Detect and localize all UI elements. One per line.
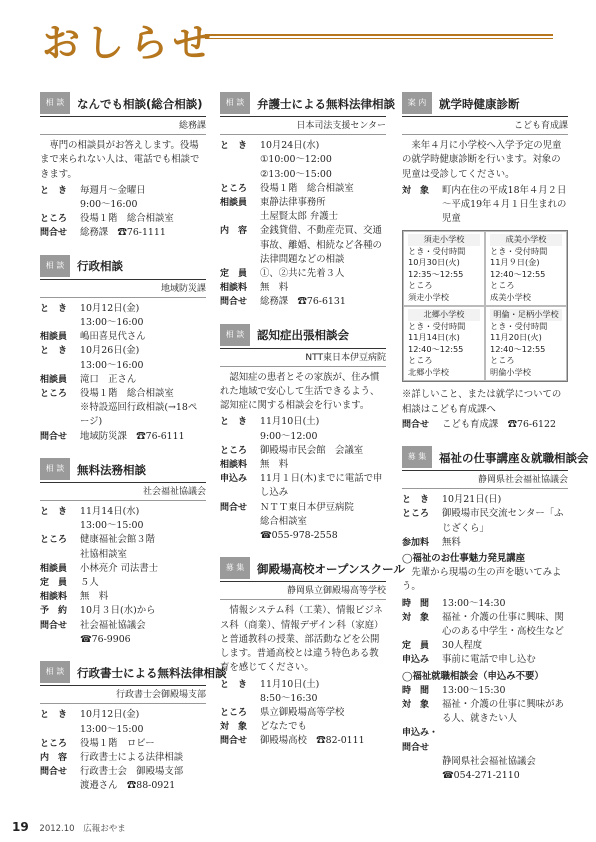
page-footer (12, 820, 126, 834)
info-value: ☎055-978-2558 (260, 530, 338, 542)
info-key: 時 間 (402, 598, 430, 609)
info-value: 静岡県社会福祉協議会 (442, 755, 536, 767)
info-value: 11月14日(水) (80, 506, 140, 518)
info-key: 参加料 (402, 537, 430, 548)
schedule-label: とき・受付時間 (490, 245, 548, 256)
section-title: 就学時健康診断 (439, 96, 520, 111)
info-key (40, 548, 80, 562)
info-row (220, 224, 386, 267)
info-value: 行政書士による法律相談 (80, 751, 184, 763)
info-value: 福祉・介護の仕事に興味、関心のある中学生・高校生など (442, 611, 564, 638)
info-key: 相談料 (220, 283, 248, 294)
exam-date: 11月20日(火) (490, 332, 542, 343)
info-row (40, 505, 206, 519)
info-row (40, 198, 206, 212)
info-value: 13:00～14:30 (442, 597, 506, 609)
section-organizer: こども育成課 (402, 119, 568, 135)
info-value: 9:00～16:00 (80, 199, 138, 211)
info-value: 御殿場市民会館 会議室 (260, 444, 364, 456)
info-row (40, 344, 206, 358)
reception-time: 12:35～12:55 (408, 268, 464, 279)
column-1 (40, 92, 227, 808)
section-header (402, 92, 568, 117)
title-rule (205, 34, 553, 39)
school-schedule-table (402, 230, 568, 382)
section-title: 無料法務相談 (77, 462, 146, 477)
school-cell (485, 306, 567, 381)
category-badge: 相 談 (40, 92, 70, 114)
info-value: 13:00～16:00 (80, 359, 144, 371)
info-row (402, 507, 568, 535)
info-row (40, 316, 206, 330)
info-value: 事前に電話で申し込む (442, 654, 536, 666)
section-header (40, 92, 206, 117)
section-organizer: 日本司法支援センター (220, 119, 386, 135)
exam-date: 10月30日(火) (408, 257, 460, 268)
info-row (220, 196, 386, 210)
info-row (402, 653, 568, 667)
info-value: 社協相談室 (80, 548, 127, 560)
publication-name: 広報おやま (83, 824, 126, 834)
info-key: と き (402, 495, 430, 506)
info-key (40, 519, 80, 533)
info-value: ５人 (80, 577, 99, 589)
info-key: 対 象 (220, 722, 248, 733)
info-row (220, 720, 386, 734)
info-row (220, 472, 386, 500)
info-value: ☎76-9906 (80, 633, 131, 645)
info-key: 申込み (402, 655, 430, 666)
section-description: 来年４月に小学校へ入学予定の児童の就学時健康診断を行います。対象の児童は受診してください。 (402, 140, 562, 180)
exam-date: 11月14日(水) (408, 332, 460, 343)
info-value: 行政書士会 御殿場支部 (80, 766, 184, 778)
info-value: 10月12日(金) (80, 709, 140, 721)
info-row (220, 295, 386, 309)
exam-place: 須走小学校 (408, 291, 449, 302)
info-key: 予 約 (40, 606, 68, 617)
place-label: ところ (490, 280, 515, 291)
info-value: 役場１階 総合相談室 (260, 182, 354, 194)
info-key: 問合せ (220, 297, 248, 308)
info-key (40, 401, 80, 429)
info-key: 定 員 (40, 578, 68, 589)
health-note: ※詳しいこと、または就学についての相談はこども育成課へ (402, 389, 562, 415)
info-row (220, 706, 386, 720)
info-row (40, 619, 206, 633)
info-value: 10月26日(金) (80, 345, 140, 357)
info-value: 役場１階 総合相談室 (80, 213, 174, 225)
column-2 (220, 92, 405, 763)
info-value: 金銭貸借、不動産売買、交通事故、離婚、相続など各種の法律問題などの相談 (260, 225, 382, 265)
info-row (40, 359, 206, 373)
info-row (402, 418, 568, 432)
section-header (220, 557, 405, 582)
info-value: ①、②共に先着３人 (260, 268, 345, 280)
info-value: 13:00～15:00 (80, 723, 144, 735)
category-badge: 相 談 (220, 324, 250, 346)
info-value: こども育成課 ☎76-6122 (442, 418, 556, 430)
info-value: ②13:00～15:00 (260, 168, 332, 180)
info-key: 相談員 (40, 332, 68, 343)
place-label: ところ (408, 355, 433, 366)
info-key: ところ (40, 214, 68, 225)
info-row (40, 633, 206, 647)
info-value: 役場１階 総合相談室 (80, 388, 174, 400)
school-cell (485, 231, 567, 306)
info-value: 毎週月～金曜日 (80, 184, 146, 196)
info-value: 御殿場高校 ☎82-0111 (260, 735, 365, 747)
exam-place: 明倫小学校 (490, 366, 531, 377)
info-key: ところ (220, 445, 248, 456)
subsection-title: ◯福祉就職相談会（申込み不要） (402, 670, 544, 682)
info-value: 30人程度 (442, 640, 483, 652)
info-key: 相談員 (220, 198, 248, 209)
info-key: と き (40, 303, 68, 314)
info-row (220, 458, 386, 472)
info-row (220, 139, 386, 153)
info-key (220, 692, 260, 706)
section-title: 御殿場高校オープンスクール (257, 562, 405, 577)
info-row (402, 684, 568, 698)
info-value: ※特設巡回行政相談(→18ページ) (80, 402, 198, 428)
section-title: 認知症出張相談会 (257, 328, 349, 343)
category-badge: 相 談 (40, 255, 70, 277)
info-row (40, 604, 206, 618)
info-row (40, 708, 206, 722)
info-row (402, 536, 568, 550)
info-key: と き (220, 141, 248, 152)
info-row (40, 533, 206, 547)
info-value: 11月10日(土) (260, 678, 320, 690)
info-value: 滝口 正さん (80, 373, 137, 385)
info-key: ところ (220, 707, 248, 718)
info-row (220, 501, 386, 515)
info-value: 11月10日(土) (260, 416, 320, 428)
info-key: ところ (40, 535, 68, 546)
info-value: 総務課 ☎76-6131 (260, 296, 346, 308)
page-title: おしらせ (42, 21, 217, 65)
info-row (40, 548, 206, 562)
category-badge: 相 談 (40, 661, 70, 683)
info-row (220, 153, 386, 167)
info-key (40, 198, 80, 212)
info-row (40, 723, 206, 737)
info-key: 定 員 (402, 641, 430, 652)
place-label: ところ (490, 355, 515, 366)
section-organizer: 静岡県社会福祉協議会 (402, 473, 568, 489)
notice-section (220, 557, 405, 748)
info-row (402, 639, 568, 653)
info-value: 10月21日(日) (442, 494, 502, 506)
section-header (220, 92, 395, 117)
info-row (40, 765, 206, 779)
school-name: 須走小学校 (408, 234, 480, 246)
section-header (40, 661, 227, 686)
category-badge: 募 集 (220, 557, 250, 579)
info-key: 問合せ (220, 502, 248, 513)
info-key (40, 779, 80, 793)
category-badge: 相 談 (40, 458, 70, 480)
notice-section (40, 92, 206, 241)
info-value: 13:00～16:00 (80, 317, 144, 329)
info-value: 10月12日(金) (80, 302, 140, 314)
info-value: 健康福祉会館３階 (80, 534, 156, 546)
info-key: ところ (40, 738, 68, 749)
place-label: ところ (408, 280, 433, 291)
info-value: ☎054-271-2110 (442, 770, 520, 782)
info-value: 土屋賢太郎 弁護士 (260, 211, 338, 223)
info-row (220, 515, 386, 529)
info-row (402, 726, 568, 754)
info-key: と き (40, 710, 68, 721)
info-key (220, 529, 260, 543)
info-key: と き (220, 417, 248, 428)
info-value: 11月１日(木)までに電話で申し込み (260, 473, 383, 499)
section-organizer: 社会福祉協議会 (40, 485, 206, 501)
section-organizer: 総務課 (40, 119, 206, 135)
info-key: 問合せ (40, 767, 68, 778)
section-title: 弁護士による無料法律相談 (257, 96, 395, 111)
schedule-label: とき・受付時間 (490, 320, 548, 331)
section-description: 認知症の患者とその家族が、住み慣れた地域で安心して生活できるよう、認知症に関する相談会を行います。 (220, 371, 380, 412)
info-row (402, 493, 568, 507)
school-name: 明倫・足柄小学校 (490, 309, 562, 321)
info-key: 問合せ (402, 419, 430, 430)
info-row (220, 692, 386, 706)
schedule-label: とき・受付時間 (408, 320, 466, 331)
school-name: 成美小学校 (490, 234, 562, 246)
info-value: 小林亮介 司法書士 (80, 562, 158, 574)
subsection-title: ◯福祉のお仕事魅力発見講座 (402, 553, 525, 565)
info-value (442, 726, 568, 754)
info-value: 町内在住の平成18年４月２日～平成19年４月１日生まれの児童 (442, 184, 567, 225)
section-header (402, 446, 589, 471)
info-key: 相談料 (220, 460, 248, 471)
info-row (40, 562, 206, 576)
info-value: どなたでも (260, 721, 307, 733)
reception-time: 12:40～12:55 (490, 268, 546, 279)
info-key: 問合せ (40, 620, 68, 631)
column-3 (402, 92, 589, 797)
info-key (402, 755, 442, 769)
section-description: 情報システム科（工業）、情報ビジネス科（商業）、情報デザイン科（家庭）と普通教科の授業、部活動などを公開します。普通高校とは違う特色ある教育を感じてください。 (220, 605, 384, 674)
section-header (40, 458, 206, 483)
info-row (220, 281, 386, 295)
info-row (220, 734, 386, 748)
page-number: 19 (12, 820, 29, 834)
info-value: 無料 (442, 536, 461, 548)
info-row (220, 430, 386, 444)
section-organizer: NTT東日本伊豆病院 (220, 351, 386, 367)
category-badge: 案 内 (402, 92, 432, 114)
info-value: 福祉・介護の仕事に興味がある人、就きたい人 (442, 699, 564, 725)
section-title: なんでも相談(総合相談) (77, 96, 203, 111)
school-cell (403, 306, 485, 381)
info-value: 無 料 (80, 591, 109, 603)
info-key: 問合せ (220, 736, 248, 747)
info-key: ところ (402, 509, 430, 520)
info-value: 無 料 (260, 459, 289, 471)
info-row (40, 184, 206, 198)
info-value: 総務課 ☎76-1111 (80, 227, 166, 239)
info-key: 問合せ (40, 431, 68, 442)
info-key (40, 316, 80, 330)
info-key: 申込み・問合せ (402, 728, 439, 753)
notice-section (40, 458, 206, 647)
section-organizer: 地域防災課 (40, 282, 206, 298)
section-title: 福祉の仕事講座＆就職相談会 (439, 450, 589, 465)
info-value: 9:00～12:00 (260, 430, 318, 442)
section-title: 行政書士による無料法律相談 (77, 665, 227, 680)
info-row (40, 373, 206, 387)
info-key: 相談員 (40, 563, 68, 574)
info-row (402, 184, 568, 227)
info-value: 10月24日(水) (260, 140, 320, 152)
info-row (402, 597, 568, 611)
info-key: 対 象 (402, 612, 430, 623)
info-key: 内 容 (220, 226, 248, 237)
info-key (220, 430, 260, 444)
info-key: ところ (220, 183, 248, 194)
info-value: 8:50～16:30 (260, 692, 318, 704)
info-row (220, 415, 386, 429)
info-key: 対 象 (402, 700, 430, 711)
info-row (40, 212, 206, 226)
info-key (402, 769, 442, 783)
notice-section (402, 92, 568, 432)
section-organizer: 行政書士会御殿場支部 (40, 688, 206, 704)
info-key (40, 723, 80, 737)
info-value: ①10:00～12:00 (260, 154, 332, 166)
info-key (220, 168, 260, 182)
info-row (40, 430, 206, 444)
reception-time: 12:40～12:55 (490, 343, 546, 354)
exam-place: 成美小学校 (490, 291, 531, 302)
info-row (220, 267, 386, 281)
info-row (40, 590, 206, 604)
info-key: と き (40, 346, 68, 357)
info-key: ところ (40, 389, 68, 400)
info-key: と き (220, 679, 248, 690)
info-key: と き (40, 507, 68, 518)
info-row (220, 210, 386, 224)
info-key: 相談員 (40, 374, 68, 385)
reception-time: 12:40～12:55 (408, 343, 464, 354)
info-key: 対 象 (402, 185, 430, 196)
info-row (220, 529, 386, 543)
info-row (40, 302, 206, 316)
info-row (40, 737, 206, 751)
notice-section (220, 92, 395, 310)
info-value: 10月３日(水)から (80, 605, 156, 617)
category-badge: 募 集 (402, 446, 432, 468)
info-row (40, 519, 206, 533)
info-row (402, 611, 568, 639)
info-row (402, 755, 568, 769)
info-value: 13:00～15:00 (80, 520, 144, 532)
info-row (402, 698, 568, 726)
info-key: 時 間 (402, 685, 430, 696)
info-row (220, 182, 386, 196)
info-value: 嶋田喜見代さん (80, 331, 146, 343)
info-row (40, 751, 206, 765)
schedule-label: とき・受付時間 (408, 245, 466, 256)
info-row (40, 226, 206, 240)
section-header (40, 255, 206, 280)
info-key (220, 210, 260, 224)
info-value: 東静法律事務所 (260, 197, 326, 209)
info-key: 相談料 (40, 592, 68, 603)
info-value: 渡邉さん ☎88-0921 (80, 780, 176, 792)
notice-section (220, 324, 386, 544)
category-badge: 相 談 (220, 92, 250, 114)
notice-section (402, 446, 589, 783)
info-key: 定 員 (220, 269, 248, 280)
info-row (220, 678, 386, 692)
info-key (220, 515, 260, 529)
info-key: 内 容 (40, 752, 68, 763)
info-row (402, 769, 568, 783)
info-key: と き (40, 185, 68, 196)
school-name: 北郷小学校 (408, 309, 480, 321)
info-value: 役場１階 ロビー (80, 737, 155, 749)
info-value: 県立御殿場高等学校 (260, 706, 345, 718)
info-key (220, 153, 260, 167)
info-value: 13:00～15:30 (442, 684, 506, 696)
info-row (40, 401, 206, 429)
info-value: 総合相談室 (260, 515, 307, 527)
info-row (40, 387, 206, 401)
school-cell (403, 231, 485, 306)
info-row (220, 168, 386, 182)
section-title: 行政相談 (77, 259, 123, 274)
info-value: ＮＴＴ東日本伊豆病院 (260, 501, 354, 513)
notice-section (40, 661, 227, 793)
info-row (40, 330, 206, 344)
info-row (40, 576, 206, 590)
issue-date: 2012.10 (39, 824, 75, 834)
info-key: 申込み (220, 474, 248, 485)
section-description: 専門の相談員がお答えします。役場まで来られない人は、電話でも相談できます。 (40, 140, 200, 180)
info-key (40, 633, 80, 647)
info-key (40, 359, 80, 373)
info-value: 社会福祉協議会 (80, 619, 146, 631)
info-key: 問合せ (40, 228, 68, 239)
info-row (220, 444, 386, 458)
info-value: 地域防災課 ☎76-6111 (80, 430, 185, 442)
section-organizer: 静岡県立御殿場高等学校 (220, 584, 386, 600)
info-value: 無 料 (260, 282, 289, 294)
exam-date: 11月９日(金) (490, 257, 540, 268)
notice-section (40, 255, 206, 444)
info-row (40, 779, 206, 793)
section-header (220, 324, 386, 349)
exam-place: 北郷小学校 (408, 366, 449, 377)
subsection-description: 先輩から現場の生の声を聴いてみよう。 (402, 567, 562, 593)
info-value: 御殿場市民交流センター「ふじざくら」 (442, 508, 564, 534)
